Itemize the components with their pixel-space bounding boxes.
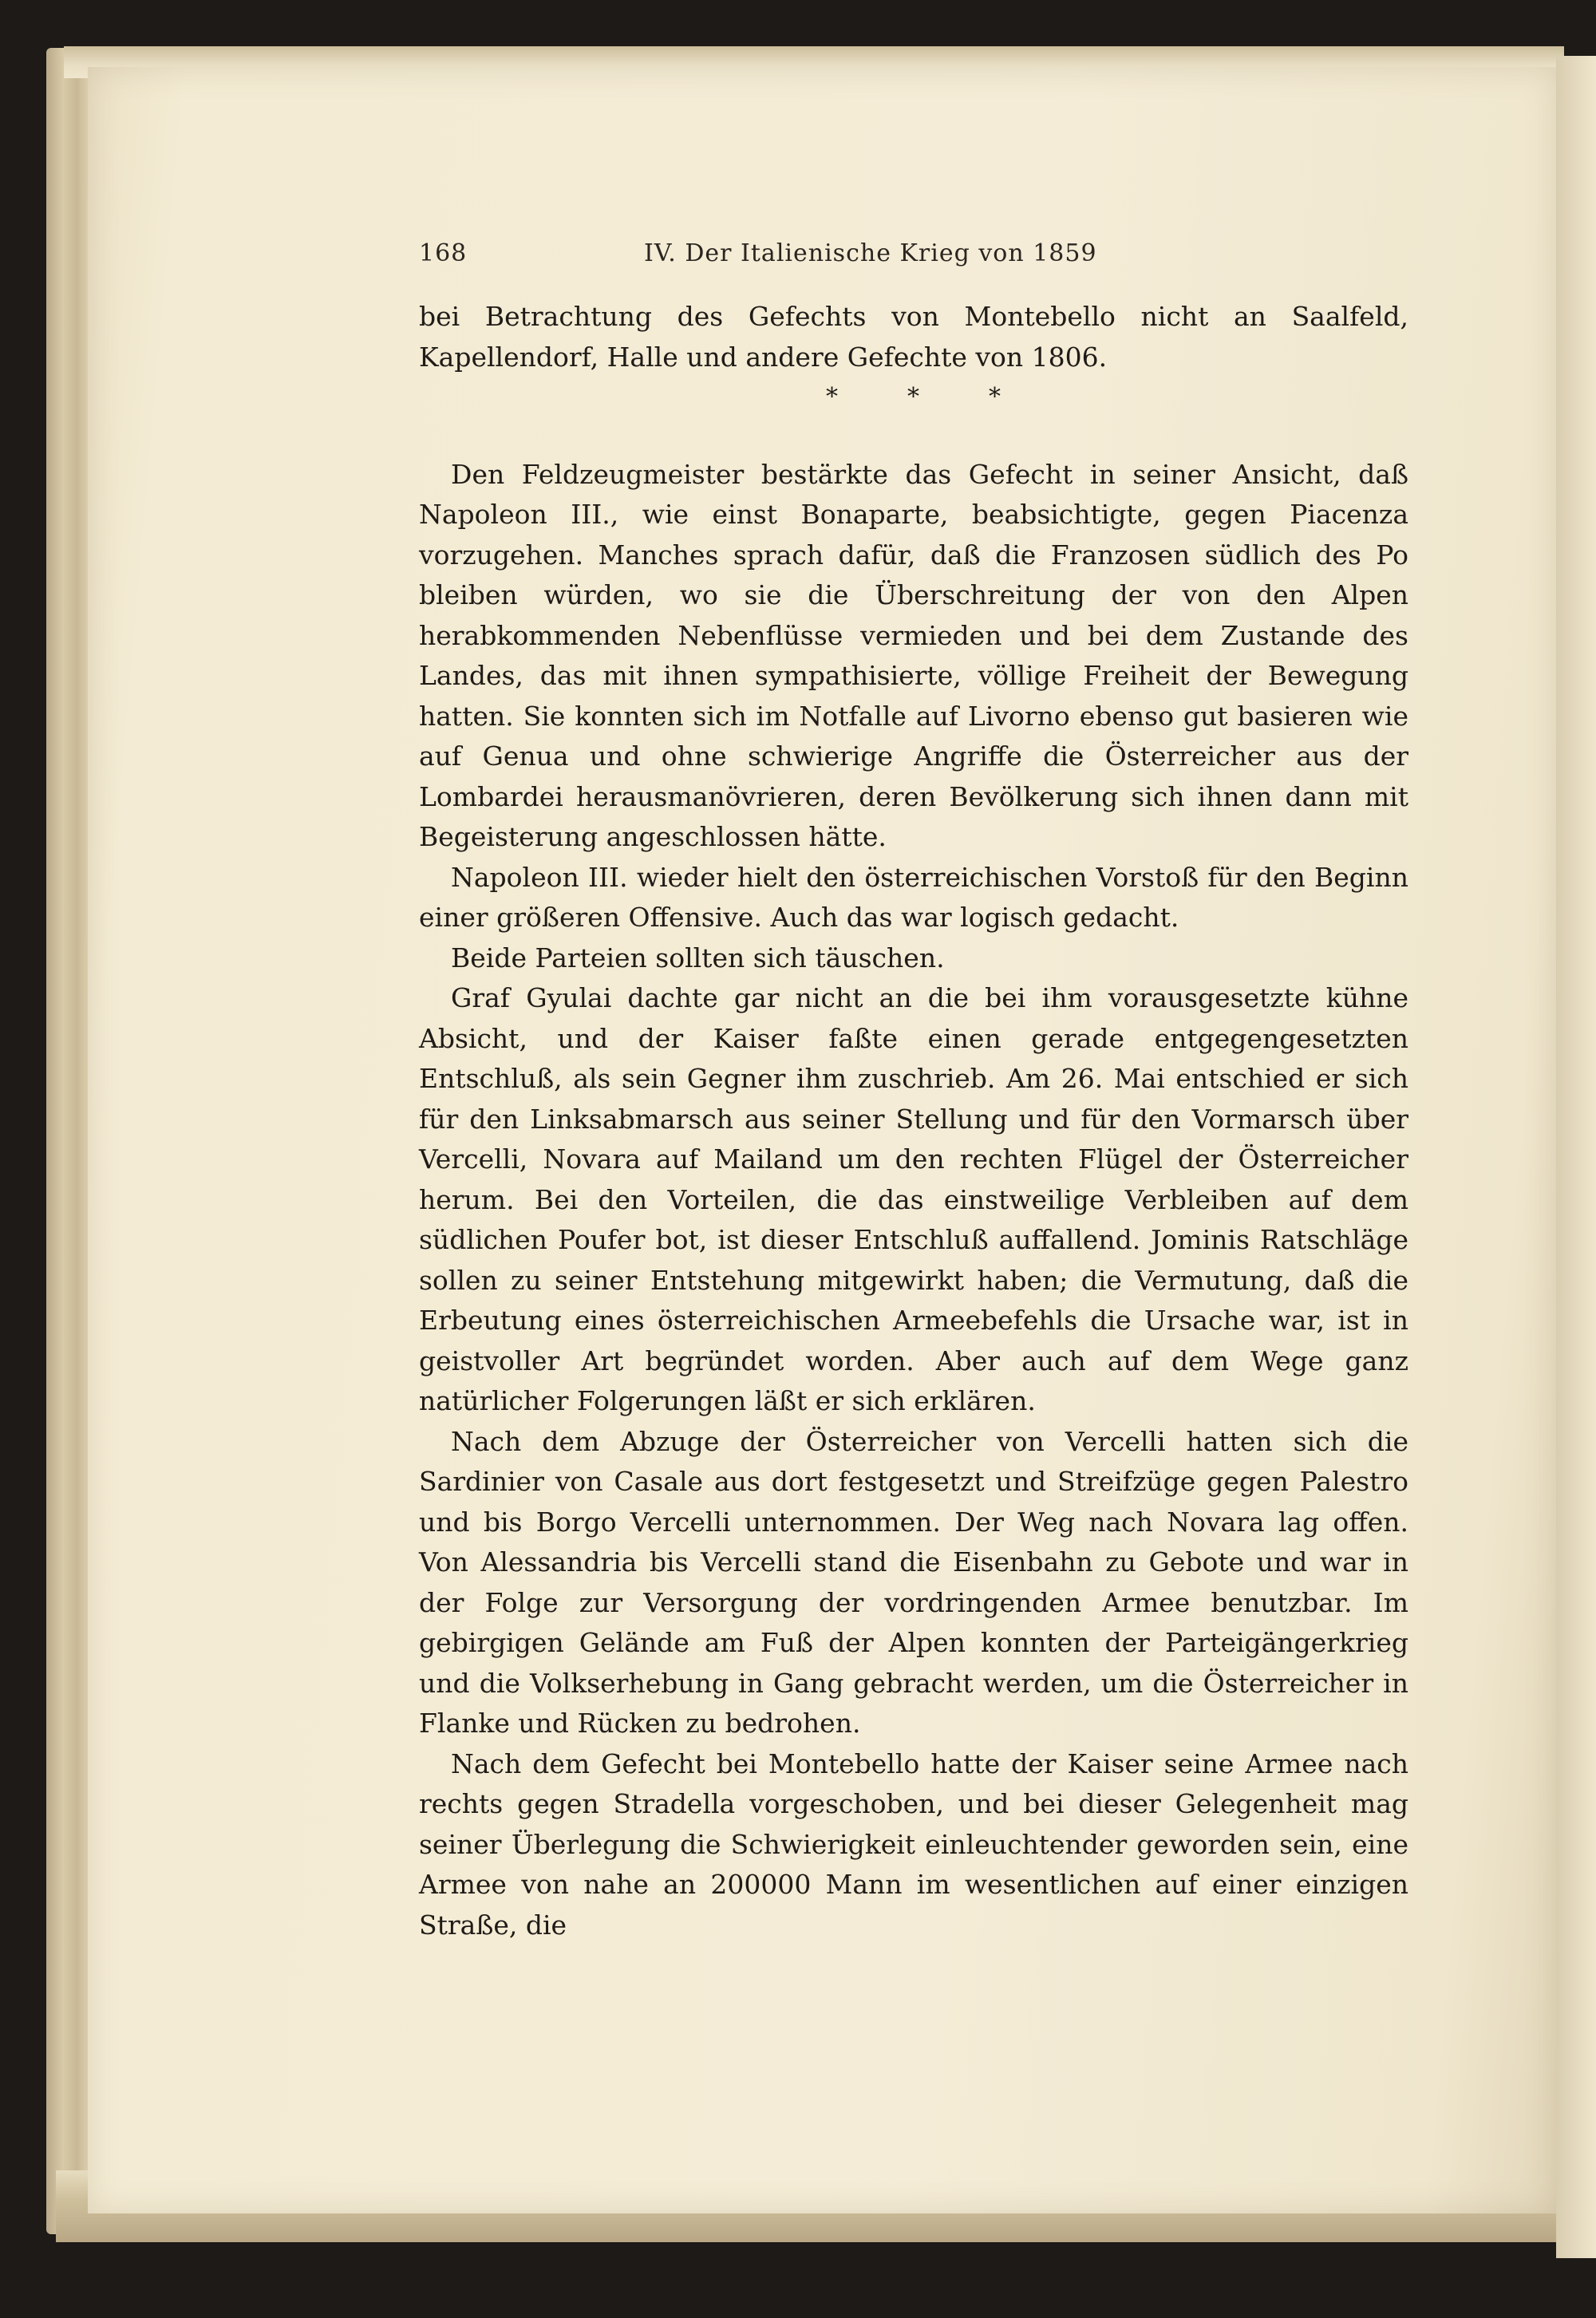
paragraph: Graf Gyulai dachte gar nicht an die bei ihm vorausgesetzte kühne Absicht, und der Kaiser faßte einen gerade entgegengesetzten Entschluß, als sein Gegner ihm zuschrieb. Am 26. Mai entschied er sich für den Linksabmarsch aus seiner Stellung und für den Vormarsch über Vercelli, Novara auf Mailand um den rechten Flügel der Österreicher herum. Bei den Vorteilen, die das einstweilige Verbleiben auf dem südlichen Poufer bot, ist dieser Entschluß auffallend. Jominis Ratschläge sollen zu seiner Entstehung mitgewirkt haben; die Vermutung, daß die Erbeutung eines österreichischen Armeebefehls die Ursache war, ist in geistvoller Art begründet worden. Aber auch auf dem Wege ganz natürlicher Folgerungen läßt er sich erklären. [419,982,1408,1416]
separator-star: * [907,383,919,411]
paragraph-continuation: bei Betrachtung des Gefechts von Montebello nicht an Saalfeld, Kapellendorf, Halle und andere Gefechte von 1806. [419,301,1408,373]
running-head: IV. Der Italienische Krieg von 1859 [644,239,1097,267]
paragraph: Nach dem Gefecht bei Montebello hatte der Kaiser seine Armee nach rechts gegen Stradella vorgeschoben, und bei dieser Gelegenheit mag seiner Überlegung die Schwierigkeit einleuchtender geworden sein, eine Armee von nahe an 200000 Mann im wesentlichen auf einer einzigen Straße, die [419,1747,1408,1941]
separator-star: * [826,383,838,411]
paragraph: Nach dem Abzuge der Österreicher von Vercelli hatten sich die Sardinier von Casale aus dort festgesetzt und Streifzüge gegen Palestro und bis Borgo Vercelli unternommen. Der Weg nach Novara lag offen. Von Alessandria bis Vercelli stand die Eisenbahn zu Gebote und war in der Folge zur Versorgung der vordringenden Armee benutzbar. Im gebirgigen Gelände am Fuß der Alpen konnten der Parteigängerkrieg und die Volkserhebung in Gang gebracht werden, um die Österreicher in Flanke und Rücken zu bedrohen. [419,1425,1408,1739]
paragraph: Napoleon III. wieder hielt den österreichischen Vorstoß für den Beginn einer größeren Offensive. Auch das war logisch gedacht. [419,861,1408,933]
paragraph: Beide Parteien sollten sich täuschen. [451,942,945,973]
section-separator [419,377,1408,418]
page-number: 168 [419,239,468,267]
separator-star: * [989,383,1001,411]
paragraph: Den Feldzeugmeister bestärkte das Gefecht in seiner Ansicht, daß Napoleon III., wie einst Bonaparte, beabsichtigte, gegen Piacenza vorzugehen. Manches sprach dafür, daß die Franzosen südlich des Po bleiben würden, wo sie die Überschreitung der von den Alpen herabkommenden Nebenflüsse vermieden und bei dem Zustande des Landes, das mit ihnen sympathisierte, völlige Freiheit der Bewegung hatten. Sie konnten sich im Notfalle auf Livorno ebenso gut basieren wie auf Genua und ohne schwierige Angriffe die Österreicher aus der Lombardei herausmanövrieren, deren Bevölkerung sich ihnen dann mit Begeisterung angeschlossen hätte. [419,458,1408,852]
facing-page-edge [1556,56,1596,2258]
body-text [419,297,1408,1945]
page-header [419,239,1408,279]
